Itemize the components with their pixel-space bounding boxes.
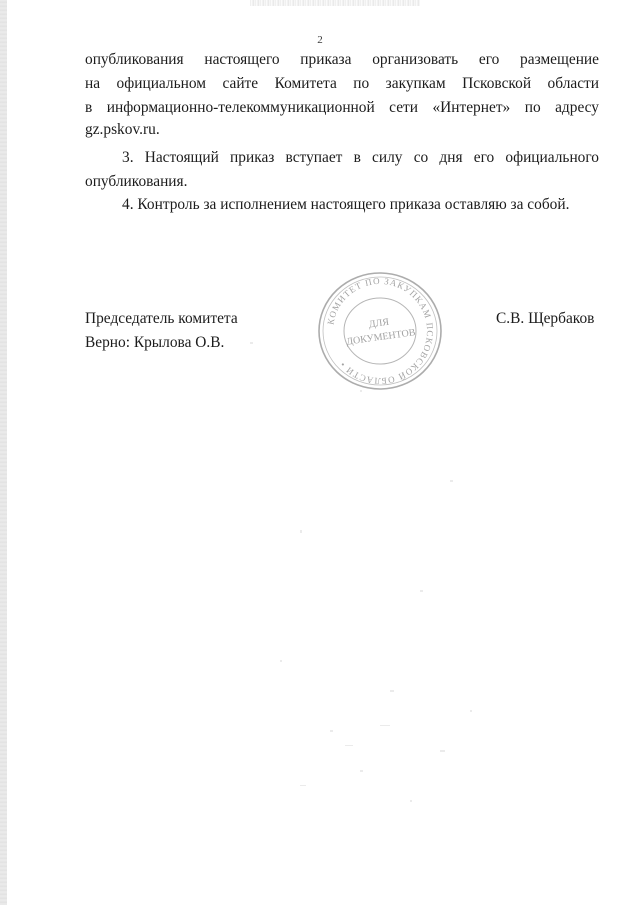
paragraph-line: gz.pskov.ru.: [85, 121, 160, 138]
certified-by: Верно: Крылова О.В.: [85, 334, 225, 351]
svg-text:КОМИТЕТ ПО ЗАКУПКАМ ПСКОВСКОЙ: КОМИТЕТ ПО ЗАКУПКАМ ПСКОВСКОЙ ОБЛАСТИ •: [325, 275, 436, 387]
paragraph-line: в информационно-телекоммуникационной сети «Интернет» по адресу: [85, 99, 599, 116]
page-number: 2: [317, 34, 323, 46]
scan-edge-artifact: [0, 0, 7, 905]
svg-text:ДОКУМЕНТОВ: ДОКУМЕНТОВ: [345, 327, 417, 348]
scan-noise: [240, 330, 540, 850]
svg-text:ДЛЯ: ДЛЯ: [368, 316, 390, 331]
paragraph-line: на официальном сайте Комитета по закупкам Псковской области: [85, 75, 599, 92]
signatory-position: Председатель комитета: [85, 310, 238, 327]
scan-top-artifact: [250, 0, 420, 6]
paragraph-line: опубликования настоящего приказа организовать его размещение: [85, 51, 599, 68]
item-3-line: 3. Настоящий приказ вступает в силу со дня его официального: [122, 149, 599, 166]
item-3-line: опубликования.: [85, 173, 188, 190]
signatory-name: С.В. Щербаков: [496, 310, 595, 327]
item-4-text: 4. Контроль за исполнением настоящего приказа оставляю за собой.: [122, 196, 570, 213]
